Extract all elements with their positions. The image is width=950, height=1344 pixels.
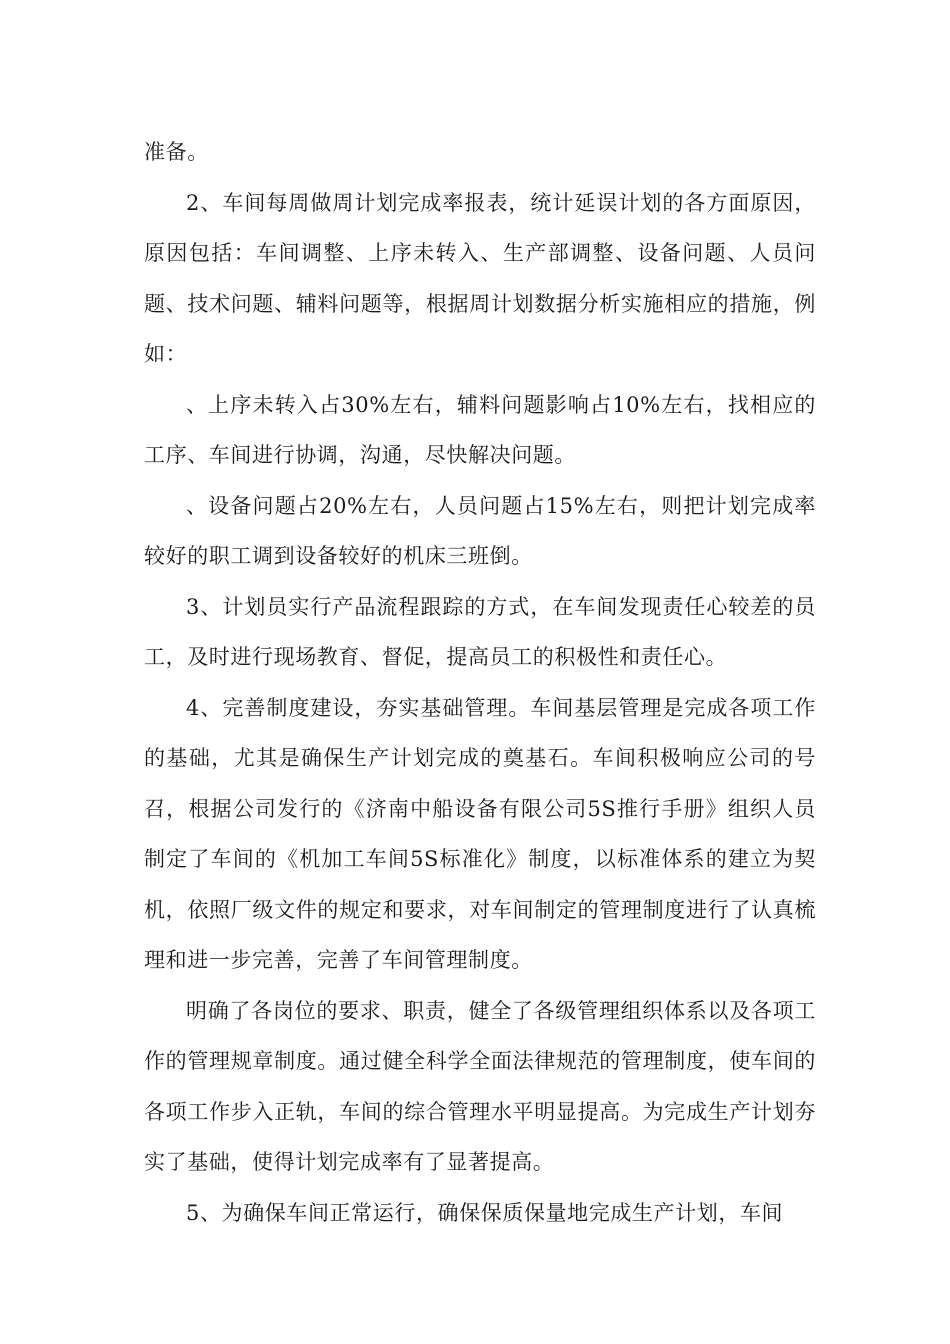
paragraph-2: 2、车间每周做周计划完成率报表，统计延误计划的各方面原因，原因包括：车间调整、上序未转入、生产部调整、设备问题、人员问题、技术问题、辅料问题等，根据周计划数据分析实施相应的措施，例如：	[144, 190, 816, 366]
paragraph-6: 4、完善制度建设，夯实基础管理。车间基层管理是完成各项工作的基础，尤其是确保生产计划完成的奠基石。车间积极响应公司的号召，根据公司发行的《济南中船设备有限公司5S推行手册》组织人员制定了车间的《机加工车间5S标准化》制度，以标准体系的建立为契机，依照厂级文件的规定和要求，对车间制定的管理制度进行了认真梳理和进一步完善，完善了车间管理制度。	[144, 695, 816, 972]
paragraph-5: 3、计划员实行产品流程跟踪的方式，在车间发现责任心较差的员工，及时进行现场教育、督促，提高员工的积极性和责任心。	[144, 594, 816, 669]
paragraph-1: 准备。	[144, 140, 209, 164]
paragraph-4: 、设备问题占20%左右，人员问题占15%左右，则把计划完成率较好的职工调到设备较好的机床三班倒。	[144, 493, 816, 568]
paragraph-7: 明确了各岗位的要求、职责，健全了各级管理组织体系以及各项工作的管理规章制度。通过健全科学全面法律规范的管理制度，使车间的各项工作步入正轨，车间的综合管理水平明显提高。为完成生产计划夯实了基础，使得计划完成率有了显著提高。	[144, 998, 816, 1174]
paragraph-3: 、上序未转入占30%左右，辅料问题影响占10%左右，找相应的工序、车间进行协调，沟通，尽快解决问题。	[144, 392, 816, 467]
document-body	[144, 127, 816, 1238]
paragraph-8: 5、为确保车间正常运行，确保保质保量地完成生产计划，车间	[186, 1200, 784, 1225]
